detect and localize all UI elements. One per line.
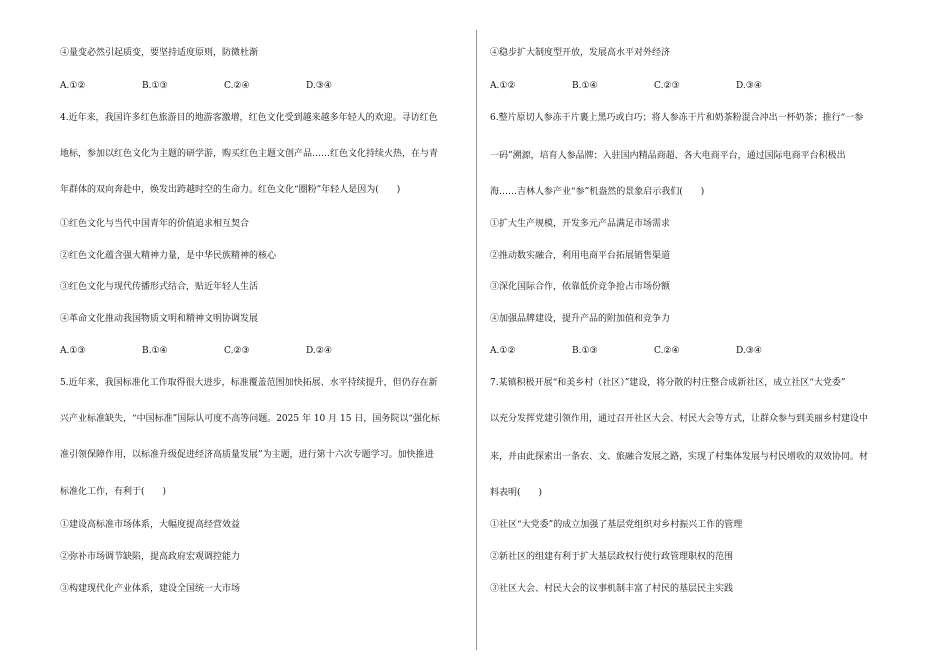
q3-answer-choices [60,80,420,92]
q6-statement: ②推动数实融合，利用电商平台拓展销售渠道 [490,251,671,261]
q4-statement: ②红色文化蕴含强大精神力量，是中华民族精神的核心 [60,251,277,261]
choice-c: C.②④ [224,81,250,91]
choice-d: D.②④ [306,346,332,356]
q5-stem-line: 5.近年来，我国标准化工作取得很大进步，标准覆盖范围加快拓展、水平持续提升，但仍存在新 [60,378,438,388]
q5-statement: ②弥补市场调节缺陷，提高政府宏观调控能力 [60,552,241,562]
q7-stem-line: 以充分发挥党建引领作用，通过召开社区大会、村民大会等方式，让群众参与到美丽乡村建设中 [490,414,869,424]
choice-d: D.③④ [736,346,762,356]
choice-d: D.③④ [736,81,762,91]
q4-stem-line: 地标，参加以红色文化为主题的研学游，购买红色主题文创产品……红色文化持续火热，在与青 [60,149,439,159]
q4-answer-choices [60,345,420,357]
choice-a: A.①② [60,81,86,91]
choice-a: A.①② [490,346,516,356]
q3-option-4: ④量变必然引起质变，要坚持适度原则，防微杜渐 [60,48,259,58]
q4-stem-line: 年群体的双向奔赴中，焕发出跨越时空的生命力。红色文化“圈粉”年轻人是因为( ) [60,185,401,195]
choice-c: C.②③ [654,81,680,91]
q7-statement: ②新社区的组建有利于扩大基层政权行使行政管理职权的范围 [490,552,734,562]
choice-c: C.②④ [654,346,680,356]
q6-answer-choices [490,345,850,357]
column-divider [476,30,477,650]
choice-a: A.①③ [60,346,86,356]
choice-b: B.①④ [572,81,598,91]
q5-stem-line: 标准化工作，有利于( ) [60,487,167,497]
q6-statement: ④加强品牌建设，提升产品的附加值和竞争力 [490,314,671,324]
q4-stem-line: 4.近年来，我国许多红色旅游目的地游客激增，红色文化受到越来越多年轻人的欢迎。寻访红色 [60,113,438,123]
choice-b: B.①③ [142,81,168,91]
q7-stem-line: 来，并由此探索出一条农、文、旅融合发展之路，实现了村集体发展与村民增收的双效协同。材 [490,452,869,462]
q6-stem-line: 一码”溯源，培育人参品牌；入驻国内精品商超、各大电商平台，通过国际电商平台积极出 [490,151,846,161]
q4-statement: ③红色文化与现代传播形式结合，贴近年轻人生活 [60,282,259,292]
q5-stem-line: 准引领保障作用，以标准升级促进经济高质量发展”为主题，进行第十六次专题学习。加快推进 [60,450,434,460]
q5-option-4: ④稳步扩大制度型开放，发展高水平对外经济 [490,48,671,58]
q6-stem-line: 6.整片原切人参冻干片裹上黑巧或白巧；将人参冻干片和奶茶粉混合冲出一杯奶茶；推行“一参 [490,113,864,123]
q7-statement: ①社区“大党委”的成立加强了基层党组织对乡村振兴工作的管理 [490,520,743,530]
choice-b: B.①④ [142,346,168,356]
q7-statement: ③社区大会、村民大会的议事机制丰富了村民的基层民主实践 [490,584,734,594]
q4-statement: ①红色文化与当代中国青年的价值追求相互契合 [60,219,250,229]
choice-c: C.②③ [224,346,250,356]
q6-stem-line: 海……吉林人参产业“参”机盎然的景象启示我们( ) [490,187,705,197]
q6-statement: ③深化国际合作，依靠低价竞争抢占市场份额 [490,282,671,292]
choice-d: D.③④ [306,81,332,91]
q5-stem-line: 兴产业标准缺失，“中国标准”国际认可度不高等问题。2025 年 10 月 15 日，国务院以“强化标 [60,414,440,424]
q5-answer-choices [490,80,850,92]
q5-statement: ③构建现代化产业体系，建设全国统一大市场 [60,584,241,594]
q7-stem-line: 料表明( ) [490,488,543,498]
q5-statement: ①建设高标准市场体系，大幅度提高经营效益 [60,520,241,530]
choice-a: A.①② [490,81,516,91]
choice-b: B.①③ [572,346,598,356]
q4-statement: ④革命文化推动我国物质文明和精神文明协调发展 [60,314,259,324]
q6-statement: ①扩大生产规模，开发多元产品满足市场需求 [490,219,671,229]
q7-stem-line: 7.某镇积极开展“和美乡村（社区）”建设，将分散的村庄整合成新社区，成立社区“大党委” [490,378,846,388]
